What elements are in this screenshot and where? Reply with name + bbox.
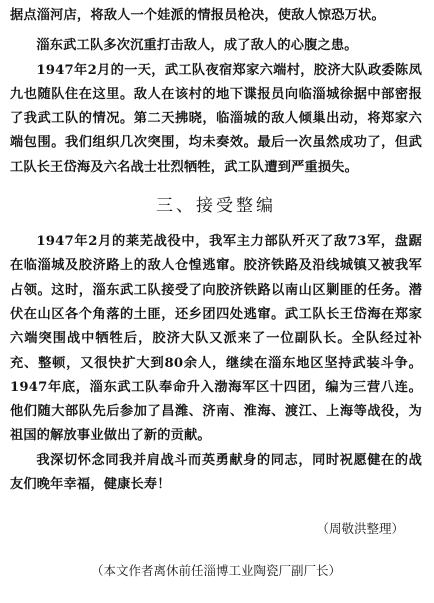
author-note: （本文作者离休前任淄博工业陶瓷厂副厂长） — [90, 563, 341, 579]
section-heading: 三、接受整编 — [156, 196, 276, 217]
paragraph: 1947年2月的莱芜战役中，我军主力部队歼灭了敌73军，盘踞在临淄城及胶济路上的敌人仓惶逃窜。胶济铁路及沿线城镇又被我军占领。这时，淄东武工队接受了向胶济铁路以南山区剿匪的任务。潜伏在山区各个角落的土匪，还乡团四处逃窜。武工队长王岱海在郑家六端突围战中牺牲后，胶济大队又派来了一位副队长。全队经过补充、整顿，又很快扩大到80余人，继续在淄东地区坚持武装斗争。1947年底，淄东武工队奉命升入渤海军区十四团，编为三营八连。他们随大部队先后参加了昌潍、济南、淮海、渡江、上海等战役，为祖国的解放事业做出了新的贡献。 — [10, 234, 422, 444]
paragraph: 1947年2月的一天，武工队夜宿郑家六端村，胶济大队政委陈凤九也随队住在这里。敌人在该村的地下谍报员向临淄城徐据中部密报了我武工队的情况。第二天拂晓，临淄城的敌人倾巢出动，将郑家六端包围。我们组织几次突围，均未奏效。最后一次虽然成功了，但武工队长王岱海及六名战士壮烈牺牲，武工队遭到严重损失。 — [10, 62, 422, 175]
editor-credit: （周敬洪整理） — [316, 521, 404, 537]
paragraph: 淄东武工队多次沉重打击敌人，成了敌人的心腹之患。 — [36, 38, 358, 54]
paragraph-continued: 据点淄河店，将敌人一个娃派的情报员枪决，使敌人惊恐万状。 — [10, 8, 385, 23]
paragraph: 我深切怀念同我并肩战斗而英勇献身的同志，同时祝愿健在的战友们晚年幸福，健康长寿！ — [10, 452, 422, 493]
